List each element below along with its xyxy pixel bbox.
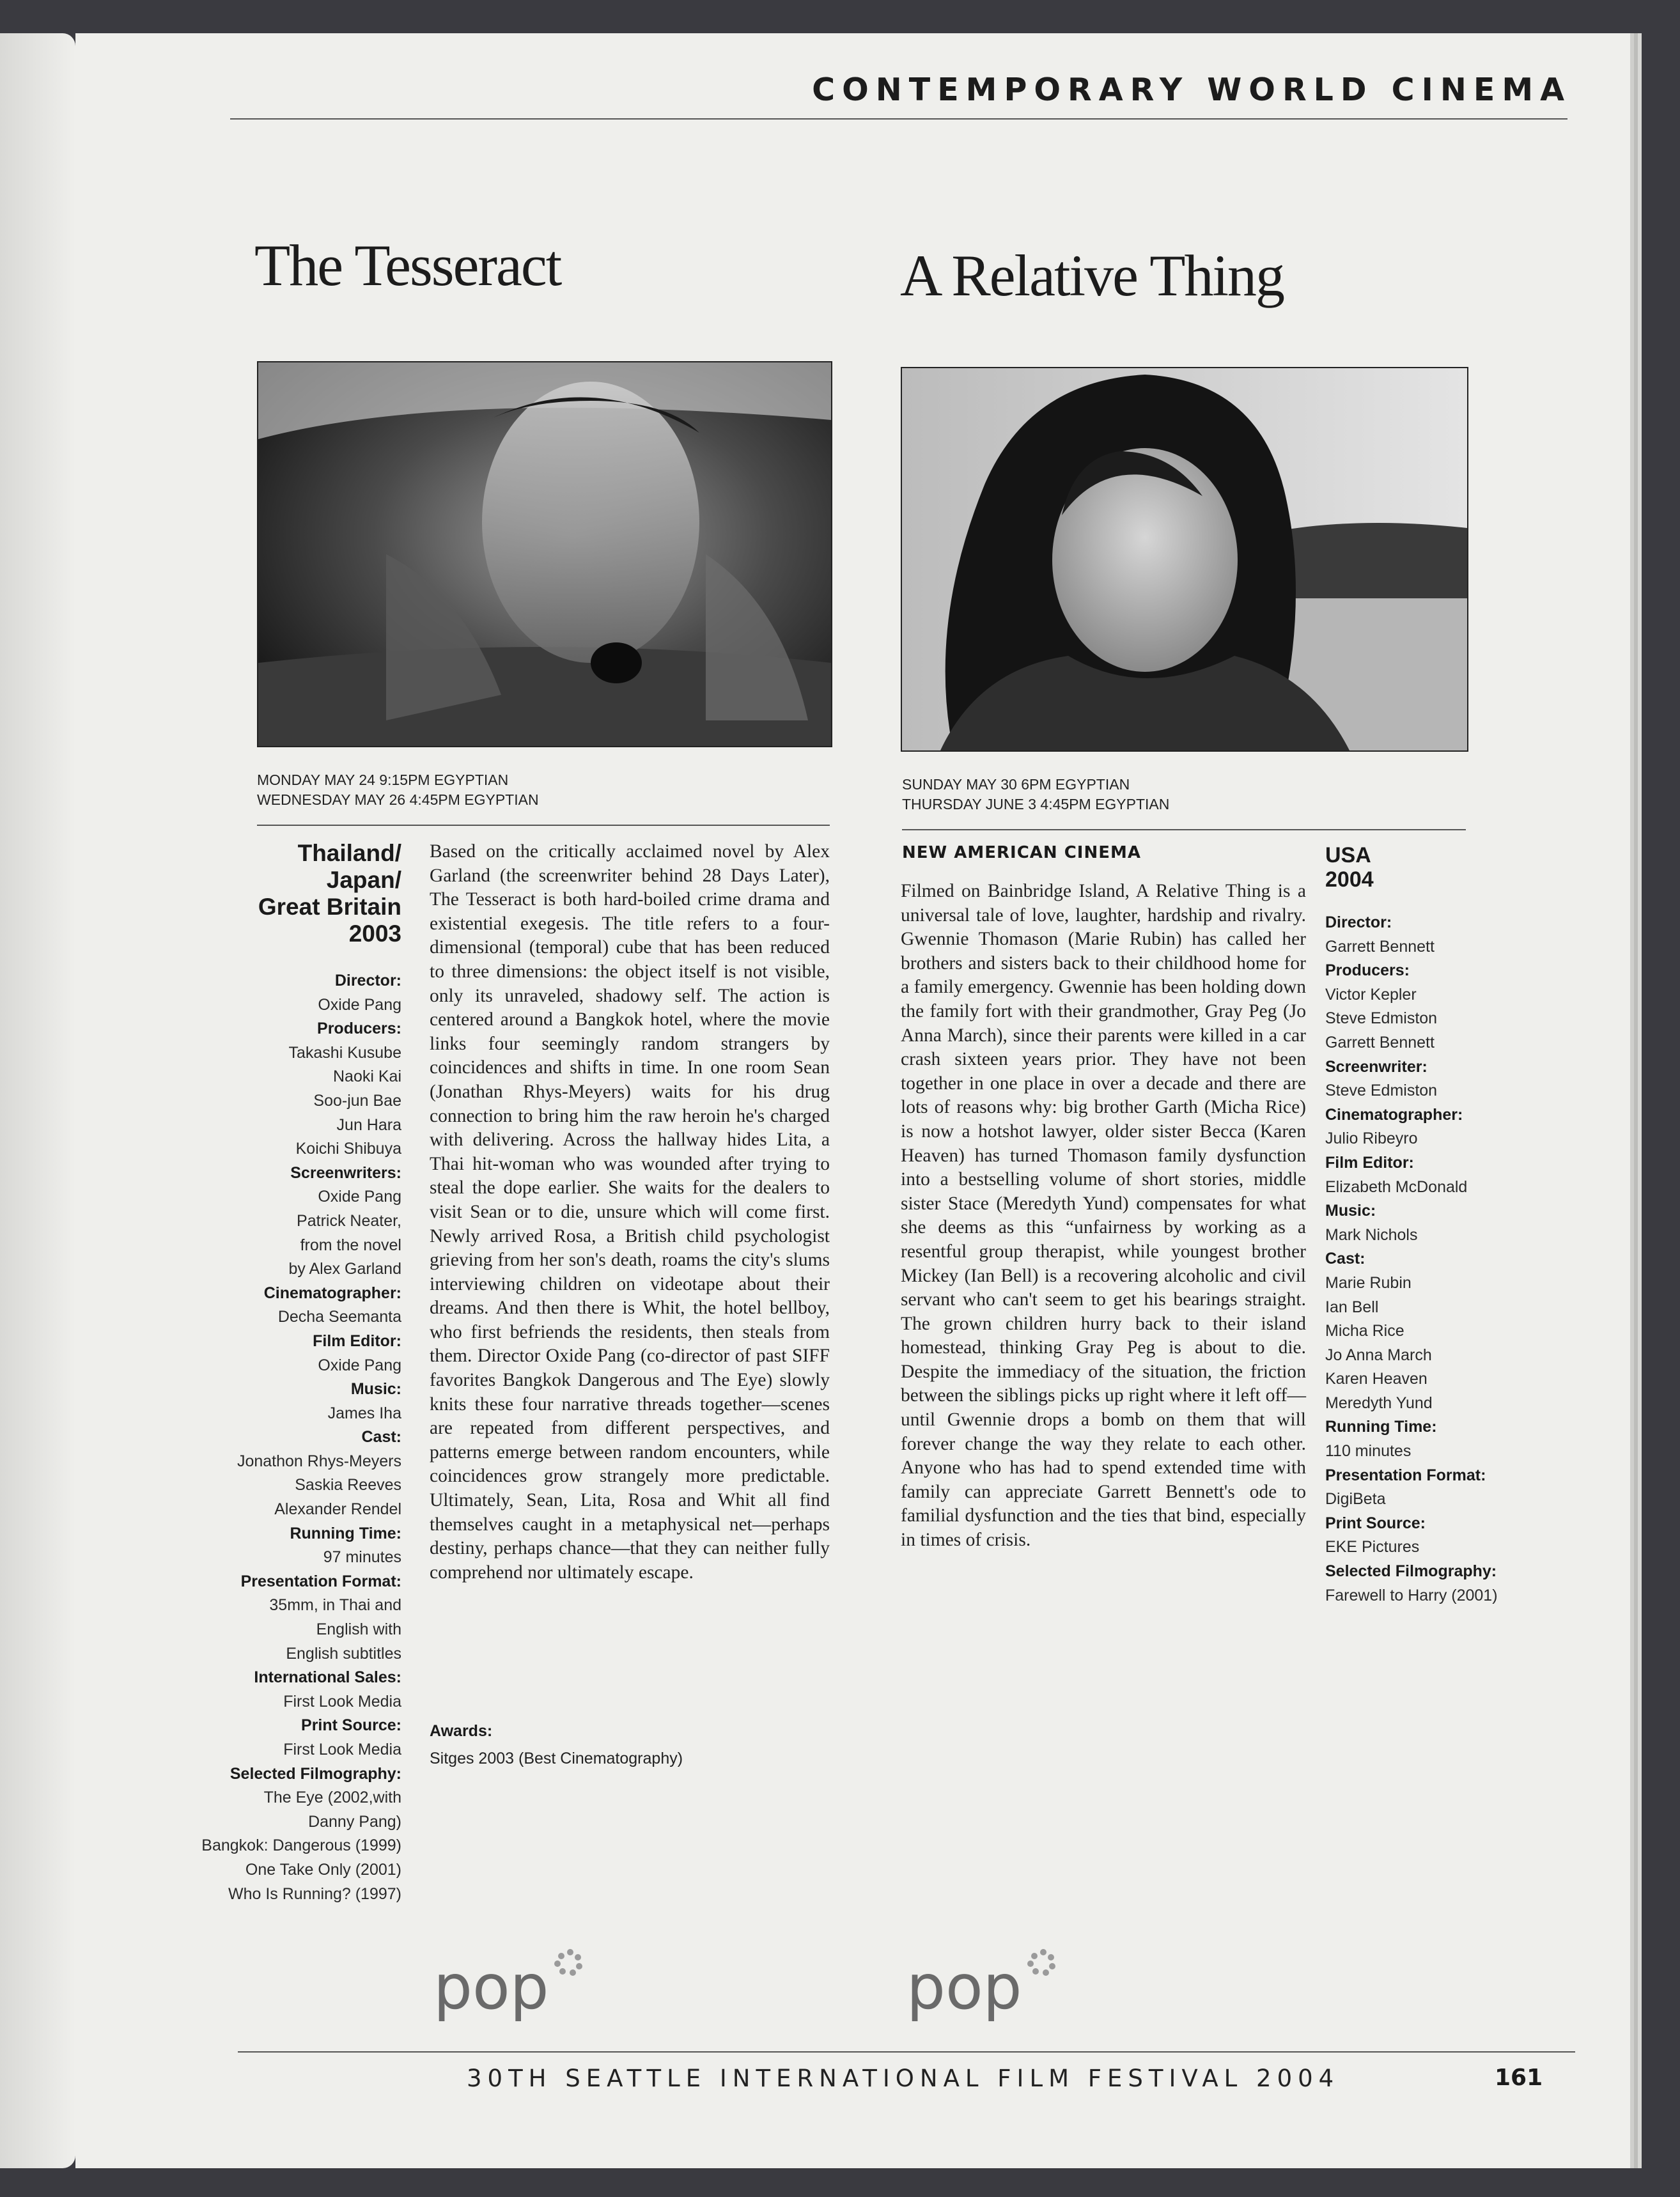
credit-label: Cast: bbox=[1325, 1250, 1365, 1268]
pop-logo-text: pop bbox=[433, 1952, 549, 2023]
credit-label: Music: bbox=[1325, 1202, 1376, 1220]
credit-value: Danny Pang) bbox=[308, 1812, 401, 1831]
credit-label: Cast: bbox=[361, 1428, 401, 1447]
credit-value: Jo Anna March bbox=[1325, 1346, 1432, 1364]
credit-value: First Look Media bbox=[283, 1692, 401, 1711]
credit-value: Who Is Running? (1997) bbox=[228, 1884, 401, 1903]
header-rule bbox=[230, 118, 1567, 120]
credit-value: Victor Kepler bbox=[1325, 985, 1417, 1004]
showtimes-tesseract bbox=[257, 770, 539, 810]
program-label: NEW AMERICAN CINEMA bbox=[902, 843, 1141, 862]
credit-value: Elizabeth McDonald bbox=[1325, 1177, 1468, 1196]
credit-label: Screenwriters: bbox=[290, 1163, 401, 1182]
credit-value: 35mm, in Thai and bbox=[269, 1596, 401, 1615]
synopsis-tesseract: Based on the critically acclaimed novel by Alex Garland (the screenwriter behind 28 Days Later), The Tesseract is both hard-boiled crime drama and existential exegesis. The title refers to a four-dimensional (temporal) cube that has been reduced to three dimensions: the object itself is not visible, only its unraveled, shadowy self. The action is centered around a Bangkok hotel, where the movie links four seemingly random strangers by coincidences and shifts in time. In one room Sean (Jonathan Rhys-Meyers) waits for his drug connection to bring him the raw heroin he's charged with delivering. Across the hallway hides Lita, a Thai hit-woman who was wounded after trying to steal the dope earlier. She waits for the dealers to visit Sean or to die, unsure which will come first. Newly arrived Rosa, a British child psychologist grieving from her son's death, roams the city's slums interviewing children on videotape about their dreams. And then there is Whit, the hotel bellboy, who first befriends the residents, then steals from them. Director Oxide Pang (co-director of past SIFF favorites Bangkok Dangerous and The Eye) slowly knits these four narrative threads together—scenes are repeated from different perspectives, and patterns emerge between random encounters, while coincidences grow strangely more predictable. Ultimately, Sean, Lita, Rosa and Whit all find themselves caught in a metaphysical net—perhaps destiny, perhaps chance—that they can neither fully comprehend nor ultimately escape. bbox=[430, 841, 830, 1583]
credit-value: Decha Seemanta bbox=[277, 1308, 401, 1326]
credit-value: Garrett Bennett bbox=[1325, 1033, 1435, 1052]
showtimes-relative-thing bbox=[902, 775, 1169, 814]
credit-label: Print Source: bbox=[301, 1716, 401, 1735]
credit-value: DigiBeta bbox=[1325, 1490, 1386, 1509]
sponsor-logo-pop-left bbox=[427, 1938, 593, 2028]
credit-value: James Iha bbox=[327, 1404, 401, 1422]
credit-value: Bangkok: Dangerous (1999) bbox=[201, 1836, 401, 1855]
credit-label: Director: bbox=[1325, 913, 1392, 931]
divider-tesseract bbox=[257, 825, 830, 826]
credit-value: Julio Ribeyro bbox=[1325, 1130, 1418, 1148]
credit-value: Garrett Bennett bbox=[1325, 937, 1435, 956]
awards-label: Awards: bbox=[430, 1722, 493, 1740]
credit-label: Selected Filmography: bbox=[229, 1764, 401, 1783]
credit-value: Patrick Neater, bbox=[297, 1211, 401, 1230]
country-year-relative-thing: USA 2004 bbox=[1325, 843, 1374, 892]
film-still-tesseract bbox=[257, 361, 832, 747]
credit-label: Music: bbox=[350, 1380, 401, 1399]
credit-label: Presentation Format: bbox=[240, 1572, 401, 1590]
pop-logo-icon bbox=[900, 1938, 1066, 2028]
synopsis-relative-thing: Filmed on Bainbridge Island, A Relative Thing is a universal tale of love, laughter, hardship and rivalry. Gwennie Thomason (Marie Rubin) has called her brothers and sisters back to their childhood home for a family emergency. Gwennie has been holding down the family fort with their grandmother, Gray Peg (Jo Anna March), since their parents were killed in a car crash sixteen years prior. They have not been together in one place in over a decade and there are lots of reasons why: big brother Garth (Micha Rice) is now a hotshot lawyer, older sister Becca (Karen Heaven) has turned Thomason family dysfunction into a bestselling volume of short stories, middle sister Stace (Meredyth Yund) compensates for what she deems as this “unfairness by working as a resentful group therapist, while youngest brother Mickey (Ian Bell) is a recovering alcoholic and civil servant who can't seem to get his bearings straight. The grown children hurry back to their island homestead, thinking Gray Peg is about to die. Despite the immediacy of the situation, the friction between the siblings picks up right where it left off—until Gwennie drops a bomb on them that will forever change the way they relate to each other. Anyone who has had to spend extended time with family can appreciate Garrett Bennett's ode to familial dysfunction and the ties that bind, especially in times of crisis. bbox=[901, 881, 1306, 1551]
credit-value: First Look Media bbox=[283, 1741, 401, 1758]
credit-value: Jun Hara bbox=[336, 1115, 401, 1134]
credit-value: Saskia Reeves bbox=[295, 1476, 401, 1494]
showtime-2: THURSDAY JUNE 3 4:45PM EGYPTIAN bbox=[902, 796, 1170, 812]
divider-relative-thing bbox=[902, 829, 1466, 830]
credit-value: Koichi Shibuya bbox=[295, 1140, 401, 1158]
credit-value: Mark Nichols bbox=[1325, 1225, 1418, 1244]
credit-value: by Alex Garland bbox=[288, 1260, 401, 1278]
film-title-tesseract: The Tesseract bbox=[254, 233, 561, 298]
credit-value: Farewell to Harry (2001) bbox=[1325, 1586, 1498, 1604]
credit-value: Marie Rubin bbox=[1325, 1273, 1412, 1292]
credit-value: 110 minutes bbox=[1325, 1442, 1412, 1461]
credit-label: Director: bbox=[334, 972, 401, 990]
footer-rule bbox=[238, 2051, 1575, 2053]
credit-value: One Take Only (2001) bbox=[245, 1860, 401, 1879]
credit-label: Producers: bbox=[317, 1020, 401, 1038]
credit-value: Oxide Pang bbox=[318, 1356, 401, 1374]
sponsor-logo-pop-right bbox=[900, 1938, 1066, 2028]
page-number: 161 bbox=[1495, 2065, 1543, 2091]
credit-value: Jonathon Rhys-Meyers bbox=[237, 1452, 401, 1470]
still-photo-man bbox=[258, 362, 831, 746]
credit-label: Running Time: bbox=[290, 1524, 401, 1542]
credit-value: Soo-jun Bae bbox=[313, 1091, 401, 1110]
section-title: CONTEMPORARY WORLD CINEMA bbox=[812, 72, 1571, 108]
credit-label: Producers: bbox=[1325, 961, 1410, 980]
facing-page-edge bbox=[0, 33, 75, 2168]
showtime-2: WEDNESDAY MAY 26 4:45PM EGYPTIAN bbox=[257, 791, 539, 808]
awards-tesseract bbox=[430, 1722, 830, 1768]
credit-value: from the novel bbox=[300, 1236, 401, 1254]
awards-value: Sitges 2003 (Best Cinematography) bbox=[430, 1750, 683, 1767]
credit-value: Naoki Kai bbox=[333, 1067, 401, 1086]
credit-value: The Eye (2002,with bbox=[263, 1789, 401, 1807]
credit-value: English with bbox=[316, 1620, 401, 1639]
credit-value: English subtitles bbox=[286, 1644, 401, 1663]
credit-label: Running Time: bbox=[1325, 1418, 1437, 1436]
pop-logo-icon bbox=[427, 1938, 593, 2028]
credit-label: Presentation Format: bbox=[1325, 1466, 1486, 1484]
credits-tesseract bbox=[171, 840, 401, 1906]
credit-label: Cinematographer: bbox=[263, 1284, 401, 1302]
credit-value: Ian Bell bbox=[1325, 1298, 1379, 1316]
credit-value: Alexander Rendel bbox=[274, 1500, 401, 1519]
credit-value: 97 minutes bbox=[323, 1548, 401, 1567]
credits-relative-thing bbox=[1325, 843, 1536, 1608]
credit-value: Micha Rice bbox=[1325, 1322, 1404, 1340]
program-page bbox=[75, 33, 1630, 2168]
footer-festival: 30TH SEATTLE INTERNATIONAL FILM FESTIVAL 2004 bbox=[467, 2065, 1340, 2092]
showtime-1: SUNDAY MAY 30 6PM EGYPTIAN bbox=[902, 776, 1130, 793]
pop-logo-text: pop bbox=[906, 1952, 1022, 2023]
credit-label: Film Editor: bbox=[1325, 1153, 1414, 1172]
credit-value: Steve Edmiston bbox=[1325, 1082, 1438, 1100]
film-title-relative-thing: A Relative Thing bbox=[900, 243, 1284, 308]
country-year-tesseract: Thailand/ Japan/ Great Britain 2003 bbox=[258, 840, 401, 947]
credit-label: Print Source: bbox=[1325, 1514, 1426, 1532]
credit-label: Film Editor: bbox=[313, 1331, 401, 1350]
credit-value: Oxide Pang bbox=[318, 995, 401, 1014]
credit-value: Takashi Kusube bbox=[288, 1043, 401, 1062]
credit-label: Selected Filmography: bbox=[1325, 1562, 1497, 1581]
showtime-1: MONDAY MAY 24 9:15PM EGYPTIAN bbox=[257, 772, 509, 788]
credit-value: Oxide Pang bbox=[318, 1188, 401, 1206]
credit-value: Meredyth Yund bbox=[1325, 1394, 1433, 1412]
credit-label: International Sales: bbox=[254, 1668, 401, 1687]
credit-value: Steve Edmiston bbox=[1325, 1009, 1438, 1028]
still-photo-woman bbox=[902, 368, 1467, 750]
film-still-relative-thing bbox=[901, 367, 1468, 752]
credit-label: Screenwriter: bbox=[1325, 1057, 1427, 1076]
credit-value: Karen Heaven bbox=[1325, 1370, 1427, 1388]
credit-value: EKE Pictures bbox=[1325, 1538, 1420, 1557]
credit-label: Cinematographer: bbox=[1325, 1105, 1463, 1124]
